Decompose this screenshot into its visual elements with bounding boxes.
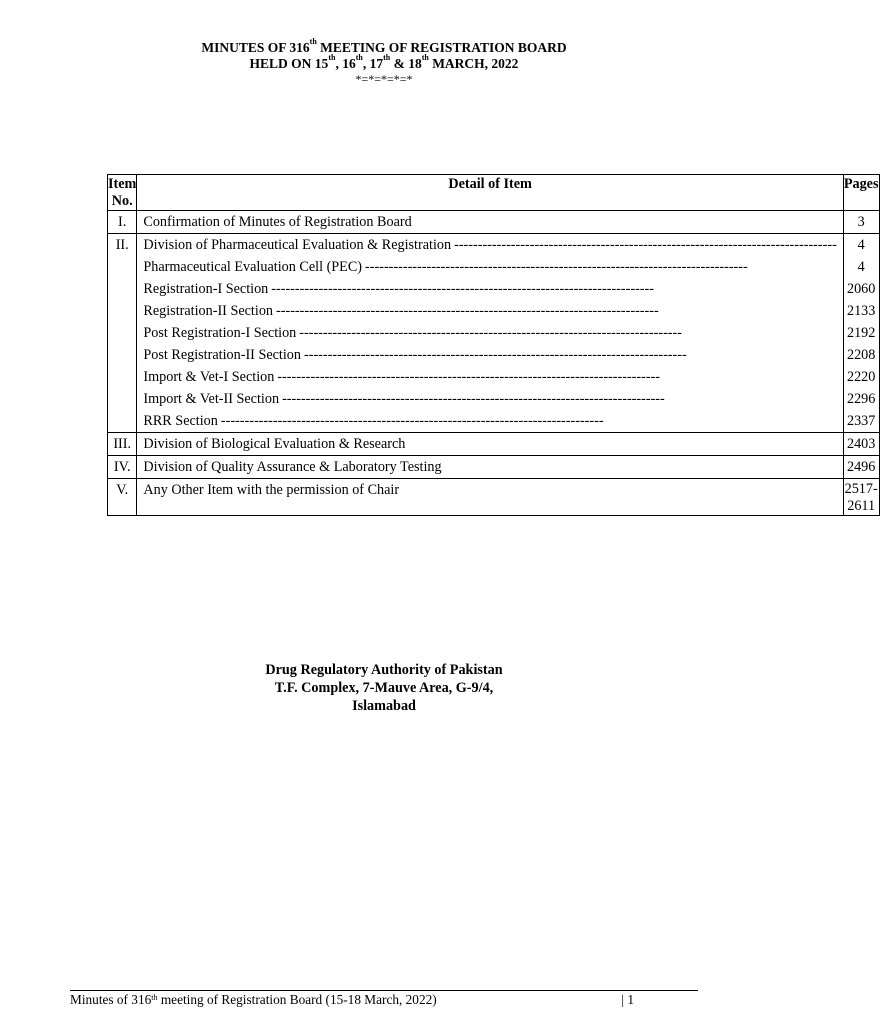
table-header-row	[108, 175, 880, 211]
leader-dashes: ---------------------------------------------------------------------------------	[282, 391, 665, 407]
contents-table	[107, 174, 880, 516]
detail-text: Pharmaceutical Evaluation Cell (PEC)	[143, 259, 363, 275]
leader-dashes: ---------------------------------------------------------------------------------	[454, 237, 837, 253]
detail-line	[137, 366, 842, 388]
organization-city: Islamabad	[352, 698, 416, 714]
organization-address: T.F. Complex, 7-Mauve Area, G-9/4,	[274, 680, 494, 696]
page-number-cell: 4	[857, 237, 865, 253]
item-number: I.	[108, 211, 137, 234]
page-number-cell: 4	[857, 259, 865, 275]
page-number-cell: 2296	[846, 391, 876, 407]
detail-line	[137, 256, 842, 278]
item-number: III.	[108, 433, 137, 456]
detail-line	[137, 410, 842, 432]
item-pages	[843, 211, 879, 234]
page-number: | 1	[621, 992, 634, 1007]
detail-text: Division of Biological Evaluation & Research	[143, 436, 406, 452]
page-range-end: 2611	[847, 498, 876, 514]
page-number-cell: 2192	[846, 325, 876, 341]
leader-dashes: ---------------------------------------------------------------------------------	[365, 259, 748, 275]
leader-dashes: ---------------------------------------------------------------------------------	[299, 325, 682, 341]
table-row	[108, 433, 880, 456]
detail-line	[137, 234, 842, 256]
detail-text: RRR Section	[143, 413, 218, 429]
table-body	[108, 211, 880, 516]
item-pages	[843, 456, 879, 479]
table-row	[108, 211, 880, 234]
header-pages: Pages	[843, 175, 879, 211]
detail-line	[137, 456, 842, 478]
item-number: V.	[108, 479, 137, 516]
detail-text: Division of Pharmaceutical Evaluation & Registration	[143, 237, 452, 253]
detail-line	[137, 344, 842, 366]
item-pages	[843, 479, 879, 516]
detail-line	[137, 433, 842, 455]
organization-block	[0, 661, 768, 715]
item-detail	[137, 433, 843, 456]
detail-text: Any Other Item with the permission of Chair	[143, 482, 400, 498]
title-line-1: MINUTES OF 316th MEETING OF REGISTRATION BOARD	[201, 37, 567, 55]
item-detail	[137, 234, 843, 433]
detail-line	[137, 388, 842, 410]
header-item-no: Item No.	[108, 176, 137, 209]
detail-text: Registration-I Section	[143, 281, 269, 297]
leader-dashes: ---------------------------------------------------------------------------------	[276, 303, 659, 319]
title-line-2: HELD ON 15th, 16th, 17th & 18th MARCH, 2022	[249, 53, 519, 71]
item-pages	[843, 234, 879, 433]
detail-text: Division of Quality Assurance & Laboratory Testing	[143, 459, 442, 475]
item-pages	[843, 433, 879, 456]
page-number-cell: 2337	[846, 413, 876, 429]
detail-text: Registration-II Section	[143, 303, 274, 319]
table-row	[108, 456, 880, 479]
document-title	[0, 37, 768, 86]
leader-dashes: ---------------------------------------------------------------------------------	[220, 413, 604, 429]
footer-text: Minutes of 316th meeting of Registration Board (15-18 March, 2022)	[70, 992, 437, 1007]
organization-name: Drug Regulatory Authority of Pakistan	[265, 662, 503, 678]
detail-line	[137, 479, 842, 501]
detail-text: Post Registration-II Section	[143, 347, 301, 363]
page-number-cell: 2496	[846, 459, 876, 475]
page-number-cell: 3	[857, 214, 865, 230]
detail-text: Import & Vet-I Section	[143, 369, 275, 385]
item-number: IV.	[108, 456, 137, 479]
detail-line	[137, 322, 842, 344]
page-number-cell: 2060	[846, 281, 876, 297]
page-footer	[70, 990, 698, 1008]
page-range-start: 2517-	[844, 481, 878, 497]
item-detail	[137, 456, 843, 479]
leader-dashes: ---------------------------------------------------------------------------------	[271, 281, 654, 297]
detail-line	[137, 300, 842, 322]
item-number: II.	[108, 234, 137, 433]
header-detail: Detail of Item	[137, 175, 843, 211]
leader-dashes: ---------------------------------------------------------------------------------	[277, 369, 661, 385]
item-detail	[137, 211, 843, 234]
page-number-cell: 2403	[846, 436, 876, 452]
page-number-cell: 2208	[846, 347, 876, 363]
detail-line	[137, 211, 842, 233]
title-separator: *=*=*=*=*	[355, 72, 413, 86]
detail-text: Post Registration-I Section	[143, 325, 297, 341]
page-number-cell: 2133	[846, 303, 876, 319]
page-number-cell: 2220	[846, 369, 876, 385]
detail-text: Confirmation of Minutes of Registration Board	[143, 214, 412, 230]
page-range-cell	[844, 479, 879, 515]
detail-line	[137, 278, 842, 300]
table-row	[108, 234, 880, 433]
leader-dashes: ---------------------------------------------------------------------------------	[304, 347, 687, 363]
item-detail	[137, 479, 843, 516]
detail-text: Import & Vet-II Section	[143, 391, 280, 407]
table-row	[108, 479, 880, 516]
